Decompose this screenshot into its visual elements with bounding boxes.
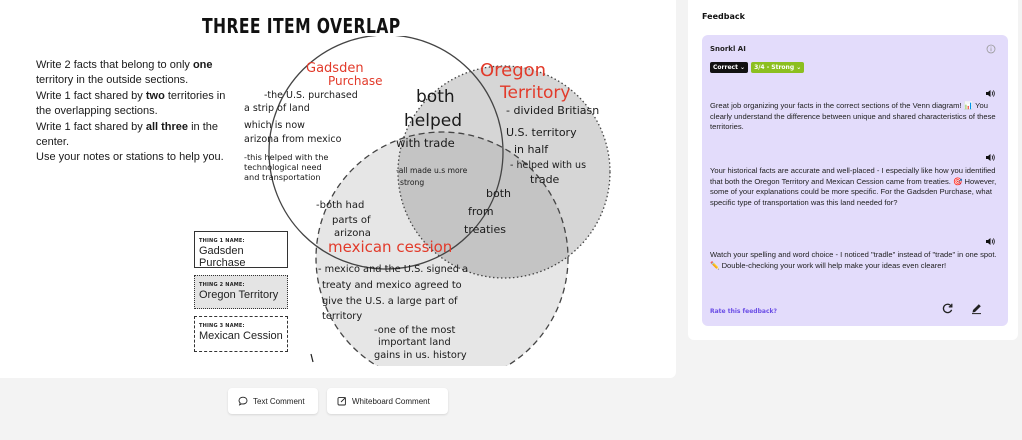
handwritten-fact: and transportation [244, 172, 321, 182]
feedback-panel [688, 0, 1018, 340]
handwritten-fact: - helped with us [510, 160, 587, 171]
handwritten-fact: technological need [244, 162, 322, 172]
circle-1-heading: Gadsden [306, 61, 364, 76]
handwritten-fact: - divided Britiasn [506, 104, 600, 117]
handwritten-fact: important land [378, 337, 451, 348]
score-dropdown[interactable]: 3/4 - Strong ⌄ [751, 62, 804, 73]
feedback-paragraph: Your historical facts are accurate and well-placed - I especially like how you identified that both the Oregon Territory and Mexican Cession came from treaties. 🎯 However, some of your explanations could be more specific. For the Gadsden Purchase, what specific type of transportation was this land needed for? [710, 166, 997, 207]
speaker-icon[interactable] [985, 153, 996, 162]
handwritten-fact: arizona from mexico [244, 134, 342, 145]
name-box-value: Oregon Territory [199, 289, 279, 301]
handwritten-fact: in half [514, 143, 549, 156]
feedback-paragraph: Great job organizing your facts in the correct sections of the Venn diagram! 📊 You clearly understand the difference between unique and shared characteristics of these territories. [710, 101, 996, 131]
feedback-paragraph: Watch your spelling and word choice - I noticed "tradle" instead of "trade" in one spot. ✏️ Double-checking your work will help make your ideas even clearer! [710, 250, 997, 270]
handwritten-fact: which is now [244, 120, 305, 131]
center-fact: strong [400, 178, 425, 187]
text-comment-label: Text Comment [253, 396, 305, 406]
comment-icon [238, 396, 248, 406]
name-box-label: THING 3 NAME: [199, 323, 245, 329]
overlap-fact: from [468, 205, 494, 218]
handwritten-fact: territory [322, 311, 363, 322]
name-box-label: THING 1 NAME: [199, 238, 245, 244]
thing-2-name-box [194, 275, 288, 309]
name-box-value: Mexican Cession [199, 330, 283, 342]
instruction-line: Use your notes or stations to help you. [36, 151, 224, 164]
handwritten-fact: a strip of land [244, 103, 310, 114]
handwritten-fact: trade [530, 173, 560, 186]
name-box-label: THING 2 NAME: [199, 282, 245, 288]
overlap-fact: with trade [396, 136, 455, 150]
handwritten-fact: -one of the most [374, 325, 456, 336]
instructions [36, 58, 236, 166]
name-box-value: Gadsden Purchase [199, 245, 246, 269]
worksheet-title: THREE ITEM OVERLAP [202, 14, 401, 38]
overlap-fact: both [486, 187, 511, 200]
pencil-icon[interactable] [970, 302, 983, 315]
correctness-dropdown[interactable]: Correct ⌄ [710, 62, 748, 73]
whiteboard-icon [337, 396, 347, 406]
info-icon[interactable] [986, 44, 996, 54]
instruction-line: Write 2 facts that belong to only one territory in the outside sections. [36, 59, 213, 87]
venn-diagram [236, 36, 636, 366]
whiteboard-comment-button[interactable] [327, 388, 448, 414]
grade-badges [710, 62, 804, 73]
feedback-card [702, 35, 1008, 326]
text-comment-button[interactable] [228, 388, 318, 414]
circle-2-heading: Territory [500, 83, 571, 103]
overlap-fact: arizona [334, 228, 371, 239]
center-fact: -all made u.s more [396, 166, 468, 175]
instruction-line: Write 1 fact shared by all three in the center. [36, 120, 219, 149]
circle-3-heading: mexican cession [328, 238, 453, 256]
whiteboard-comment-label: Whiteboard Comment [352, 396, 430, 406]
handwritten-fact: treaty and mexico agreed to [322, 280, 462, 291]
handwritten-fact: gains in us. history [374, 350, 467, 361]
refresh-icon[interactable] [941, 302, 954, 315]
thing-1-name-box [194, 231, 288, 268]
handwritten-fact: - mexico and the U.S. signed a [318, 264, 469, 275]
circle-1-heading: Purchase [328, 74, 383, 88]
overlap-fact: helped [404, 111, 462, 131]
speaker-icon[interactable] [985, 89, 996, 98]
overlap-fact: -both had [316, 200, 365, 211]
handwritten-fact: U.S. territory [506, 126, 577, 139]
overlap-fact: both [416, 87, 455, 107]
overlap-fact: treaties [464, 223, 506, 236]
speaker-icon[interactable] [985, 237, 996, 246]
rate-feedback-link[interactable]: Rate this feedback? [710, 308, 777, 315]
thing-3-name-box [194, 316, 288, 352]
handwritten-fact: -this helped with the [244, 152, 329, 162]
overlap-fact: parts of [332, 215, 371, 226]
feedback-source: Snorkl AI [710, 45, 746, 53]
circle-2-heading: Oregon [480, 60, 547, 81]
handwritten-fact: give the U.S. a large part of [322, 296, 458, 307]
instruction-line: Write 1 fact shared by two territories in the overlapping sections. [36, 89, 226, 118]
handwritten-fact: -the U.S. purchased [264, 90, 358, 101]
feedback-title: Feedback [702, 12, 745, 21]
stray-pen-mark [311, 354, 313, 362]
